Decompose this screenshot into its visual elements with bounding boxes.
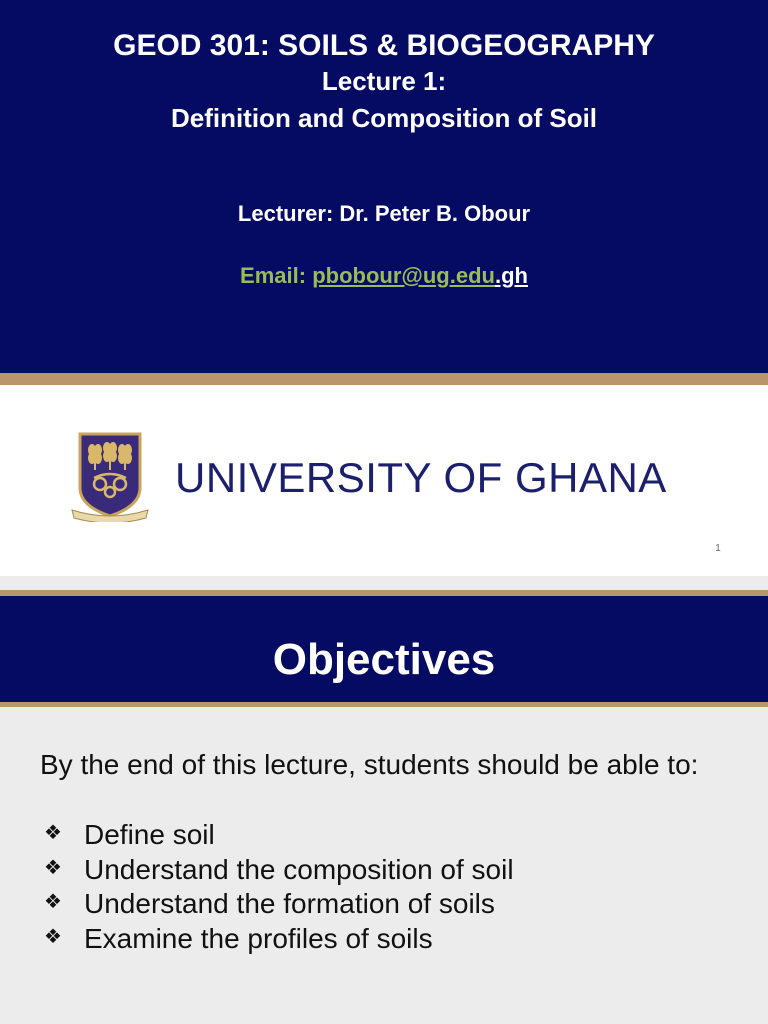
diamond-quad-icon: ❖ (44, 856, 62, 879)
lecture-number: Lecture 1: (321, 66, 447, 96)
list-item (44, 922, 514, 957)
university-name: UNIVERSITY OF GHANA (175, 454, 667, 501)
title-header (0, 0, 768, 373)
objectives-list (44, 818, 514, 956)
gold-band (0, 373, 768, 385)
gold-band-bottom (0, 702, 768, 707)
list-item-text: Understand the composition of soil (84, 853, 514, 885)
list-item (44, 853, 514, 888)
email-suffix[interactable]: .gh (494, 263, 528, 288)
diamond-quad-icon: ❖ (44, 891, 62, 913)
diamond-quad-icon: ❖ (44, 822, 62, 844)
diamond-quad-icon: ❖ (44, 925, 62, 948)
objectives-slide (0, 590, 768, 1024)
lecturer-name: Lecturer: Dr. Peter B. Obour (237, 201, 531, 226)
page-number: 1 (715, 543, 721, 554)
email-link[interactable]: pbobour@ug.edu (312, 263, 495, 288)
list-item-text: Examine the profiles of soils (84, 922, 433, 954)
lecture-title: Definition and Composition of Soil (170, 103, 598, 133)
list-item-text: Define soil (84, 819, 215, 850)
list-item-text: Understand the formation of soils (84, 888, 495, 919)
course-title: GEOD 301: SOILS & BIOGEOGRAPHY (113, 29, 655, 62)
email-line (0, 262, 768, 290)
list-item (44, 818, 514, 853)
objectives-title: Objectives (272, 635, 496, 684)
university-crest-icon (70, 430, 150, 522)
objectives-intro: By the end of this lecture, students should be able to: (40, 749, 699, 780)
email-label: Email: (240, 263, 307, 288)
list-item (44, 887, 514, 922)
